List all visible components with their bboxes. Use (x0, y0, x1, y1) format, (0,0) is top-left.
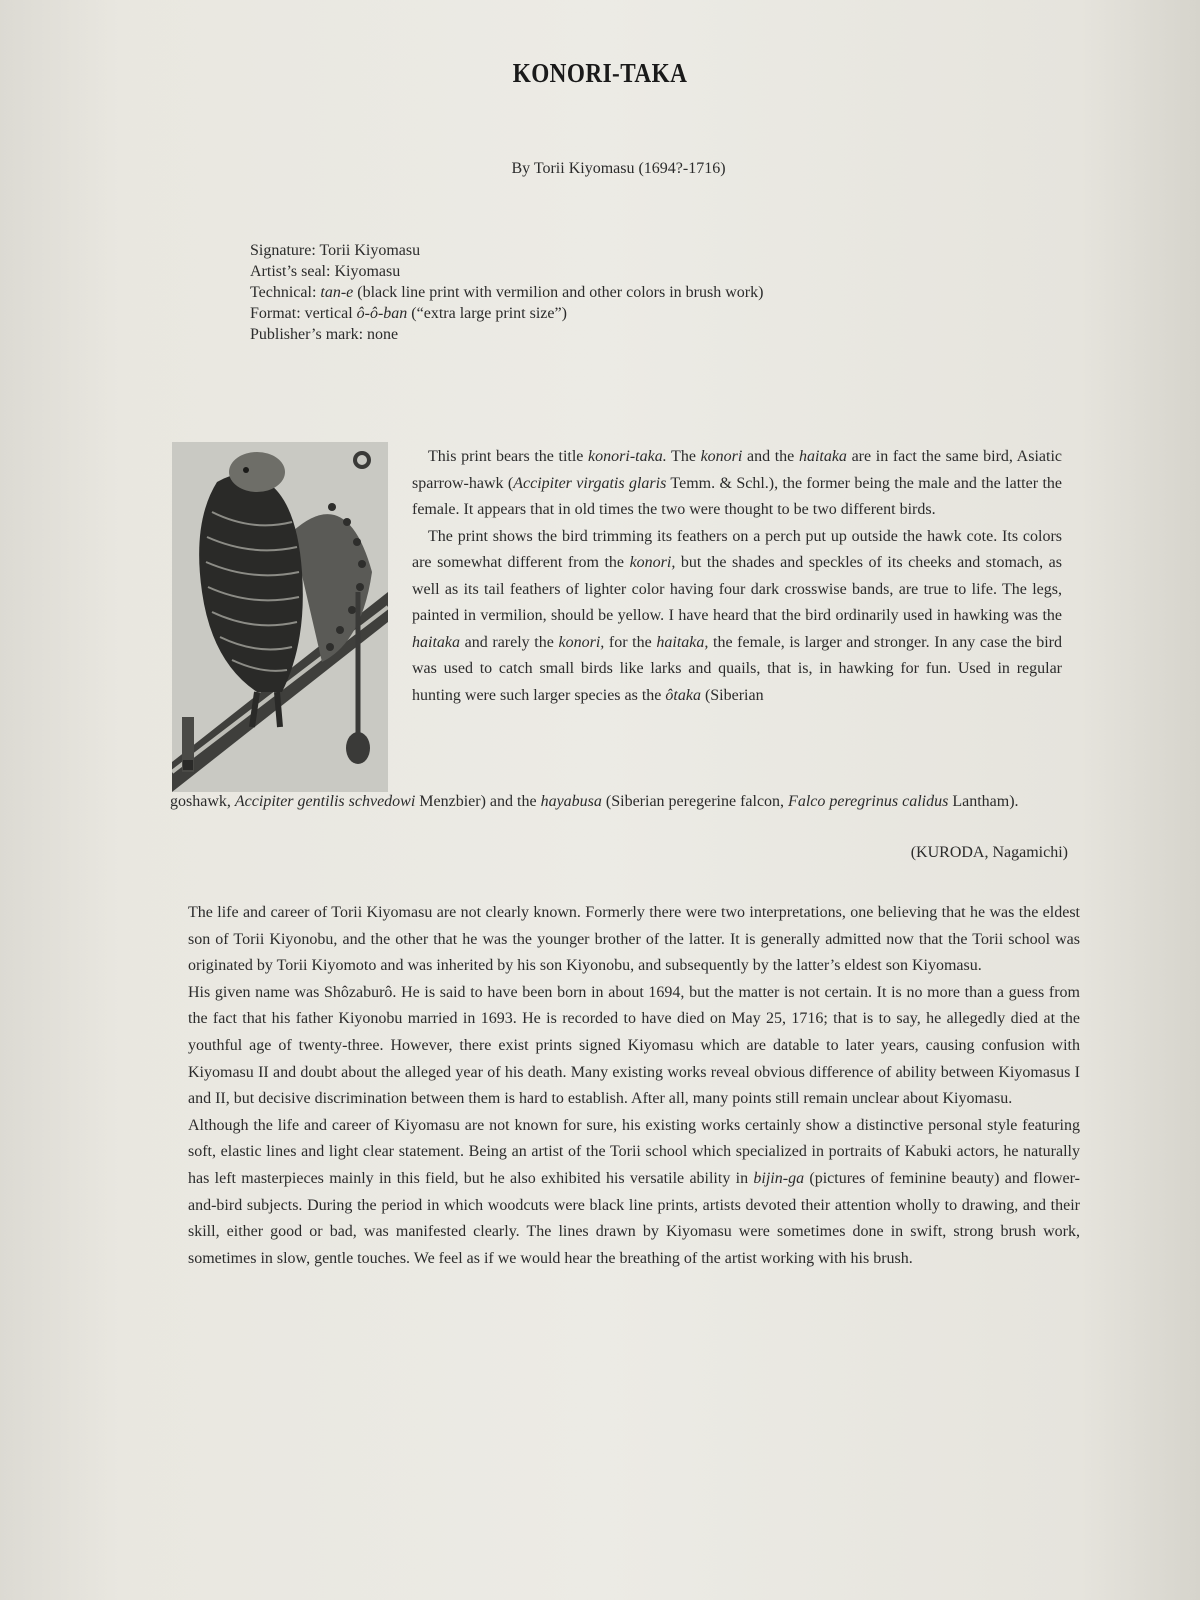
print-metadata (250, 240, 1010, 345)
description-paragraphs (412, 444, 1062, 709)
biography-paragraph-1: The life and career of Torii Kiyomasu are not clearly known. Formerly there were two interpretations, one believing that he was the eldest son of Torii Kiyonobu, and the other that he was the younger brother of the latter. It is generally admitted now that the Torii school was originated by Torii Kiyomoto and was inherited by his son Kiyonobu, and subsequently by the latter’s eldest son Kiyomasu. (188, 904, 1080, 975)
meta-publisher: Publisher’s mark: none (250, 326, 399, 343)
description-paragraph-2: The print shows the bird trimming its feathers on a perch put up outside the hawk cote. Its colors are somewhat different from the konori, but the shades and speckles of its cheeks and stomach, as well as its tail feathers of lighter color having four dark crosswise bands, are true to life. The legs, painted in vermilion, should be yellow. I have heard that the bird ordinarily used in hawking was the haitaka and rarely the konori, for the haitaka, the female, is larger and stronger. In any case the bird was used to catch small birds like larks and quails, that is, in hawking for fun. Used in regular hunting were such larger species as the ôtaka (Siberian (412, 527, 1063, 704)
meta-seal: Artist’s seal: Kiyomasu (250, 263, 401, 280)
biography (188, 900, 1080, 1272)
page-title: KONORI-TAKA (512, 58, 688, 88)
meta-technical: Technical: tan-e (black line print with vermilion and other colors in brush work) (250, 284, 764, 301)
biography-paragraph-2: His given name was Shôzaburô. He is said to have been born in about 1694, but the matter is not certain. It is no more than a guess from the fact that his father Kiyonobu married in 1693. He is recorded to have died on May 25, 1716; that is to say, he allegedly died at the youthful age of twenty-three. However, there exist prints signed Kiyomasu which are datable to later years, causing confusion with Kiyomasu II and doubt about the alleged year of his death. Many existing works reveal obvious difference of ability between Kiyomasus I and II, but decisive discrimination between them is hard to establish. After all, many points still remain unclear about Kiyomasu. (188, 983, 1080, 1108)
description-paragraph-2-continued: goshawk, Accipiter gentilis schvedowi Menzbier) and the hayabusa (Siberian peregerine falcon, Falco peregrinus calidus Lantham). (170, 793, 1019, 810)
hawk-woodblock-print-image (172, 442, 388, 792)
meta-format: Format: vertical ô-ô-ban (“extra large print size”) (250, 305, 567, 322)
meta-signature: Signature: Torii Kiyomasu (250, 242, 421, 259)
author-credit: (KURODA, Nagamichi) (910, 844, 1068, 861)
byline: By Torii Kiyomasu (1694?-1716) (511, 160, 726, 177)
biography-paragraph-3: Although the life and career of Kiyomasu are not known for sure, his existing works certainly show a distinctive personal style featuring soft, elastic lines and light clear statement. Being an artist of the Torii school which specialized in portraits of Kabuki actors, he naturally has left masterpieces mainly in this field, but he also exhibited his versatile ability in bijin-ga (pictures of feminine beauty) and flower-and-bird subjects. During the period in which woodcuts were black line prints, artists devoted their attention wholly to drawing, and their skill, either good or bad, was manifested clearly. The lines drawn by Kiyomasu were sometimes done in swift, strong brush work, sometimes in slow, gentle touches. We feel as if we would hear the breathing of the artist working with his brush. (188, 1116, 1080, 1267)
description-paragraph-1: This print bears the title konori-taka. The konori and the haitaka are in fact the same bird, Asiatic sparrow-hawk (Accipiter virgatis glaris Temm. & Schl.), the former being the male and the latter the female. It appears that in old times the two were thought to be two different birds. (412, 448, 1062, 518)
